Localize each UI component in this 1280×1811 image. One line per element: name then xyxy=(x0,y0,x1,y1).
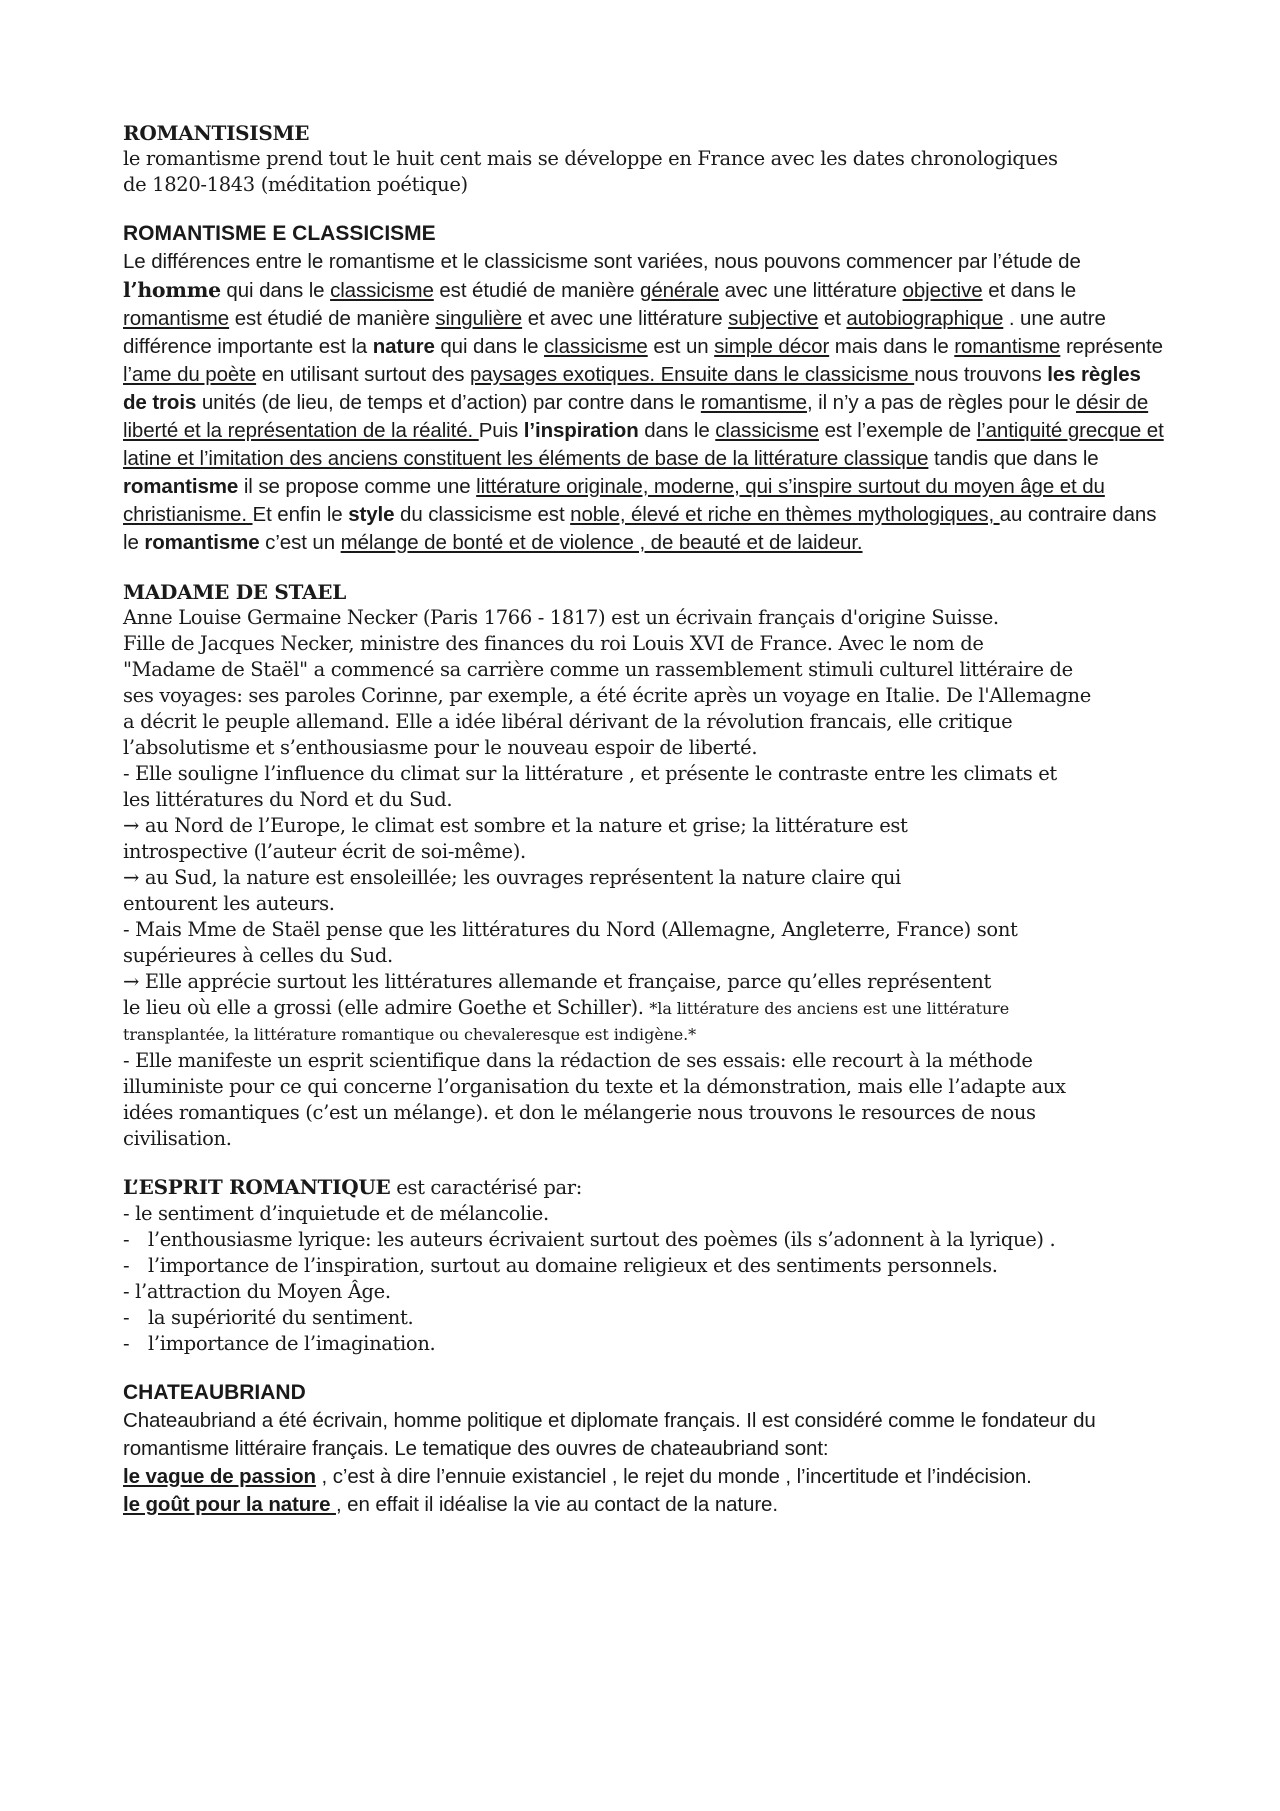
stael-text xyxy=(123,605,1168,1152)
chateaubriand-theme-1 xyxy=(123,1463,1168,1491)
underlined-term: subjective xyxy=(728,307,819,330)
list-item: - l’enthousiasme lyrique: les auteurs écrivaient surtout des poèmes (ils s’adonnent à la lyrique) . xyxy=(123,1227,1168,1253)
text-line: introspective (l’auteur écrit de soi-même). xyxy=(123,840,526,863)
text-run: avec une littérature xyxy=(719,279,903,302)
heading-madame-de-stael: MADAME DE STAEL xyxy=(123,580,346,604)
bold-term: l’homme xyxy=(123,278,221,302)
text-run: nous trouvons xyxy=(914,363,1048,386)
text-run: est étudié de manière xyxy=(433,279,641,302)
comparison-paragraph xyxy=(123,248,1168,557)
text-line: - Elle souligne l’influence du climat sur la littérature , et présente le contraste entre les climats et xyxy=(123,762,1057,785)
text-run: est étudié de manière xyxy=(229,307,436,330)
text-run: et xyxy=(818,307,847,330)
underlined-term: classicisme xyxy=(715,419,819,442)
text-line: illuministe pour ce qui concerne l’organisation du texte et la démonstration, mais elle l’adapte aux xyxy=(123,1075,1066,1098)
section-esprit-romantique xyxy=(123,1174,1168,1357)
underlined-term: romantisme xyxy=(954,335,1061,358)
underlined-term: singulière xyxy=(435,307,523,330)
underlined-term: classicisme xyxy=(330,279,434,302)
text-line: l’absolutisme et s’enthousiasme pour le nouveau espoir de liberté. xyxy=(123,736,758,759)
text-run: qui dans le xyxy=(220,279,331,302)
bold-term: style xyxy=(348,503,395,526)
text-run: Le différences entre le romantisme et le classicisme sont variées, nous pouvons commencer par l’étude de xyxy=(123,250,1081,273)
text-run: unités (de lieu, de temps et d’action) par contre dans le xyxy=(196,391,701,414)
text-line: → au Nord de l’Europe, le climat est sombre et la nature et grise; la littérature est xyxy=(123,814,908,837)
underlined-term: romantisme xyxy=(700,391,807,414)
text-line xyxy=(123,995,1168,1022)
underlined-term: romantisme xyxy=(123,307,230,330)
underlined-term: paysages exotiques. Ensuite dans le classicisme xyxy=(470,363,915,386)
text-line: ses voyages: ses paroles Corinne, par exemple, a été écrite après un voyage en Italie. De l'Allemagne xyxy=(123,684,1091,707)
text-run: représente xyxy=(1060,335,1163,358)
list-item: - l’importance de l’inspiration, surtout au domaine religieux et des sentiments personnels. xyxy=(123,1253,1168,1279)
esprit-intro xyxy=(123,1174,1168,1201)
text-run: du classicisme est xyxy=(394,503,571,526)
text-run: qui dans le xyxy=(434,335,545,358)
bold-term: romantisme xyxy=(123,475,239,498)
text-line: Fille de Jacques Necker, ministre des finances du roi Louis XVI de France. Avec le nom de xyxy=(123,632,984,655)
text-run: , il n’y a pas de règles pour le xyxy=(806,391,1076,414)
list-item: - le sentiment d’inquietude et de mélancolie. xyxy=(123,1202,549,1225)
text-run: mais dans le xyxy=(829,335,955,358)
text-run: , en effait il idéalise la vie au contact de la nature. xyxy=(335,1493,778,1516)
text-run: , c’est à dire l’ennuie existanciel , le rejet du monde , l’incertitude et l’indécision. xyxy=(315,1465,1032,1488)
text-run: il se propose comme une xyxy=(238,475,477,498)
heading-romantisisme: ROMANTISISME xyxy=(123,121,310,145)
underlined-term: l’antiquité grecque et latine et l’imitation des anciens constituent les éléments de base de la littérature classique xyxy=(123,419,1164,470)
text-line: supérieures à celles du Sud. xyxy=(123,944,393,967)
text-line: → au Sud, la nature est ensoleillée; les ouvrages représentent la nature claire qui xyxy=(123,866,901,889)
text-run: tandis que dans le xyxy=(928,447,1099,470)
section-madame-de-stael xyxy=(123,579,1168,1152)
romantisisme-text xyxy=(123,146,1168,198)
text-run: Puis xyxy=(478,419,524,442)
underlined-term: mélange de bonté et de violence , de beauté et de laideur. xyxy=(340,531,863,554)
text-run: et avec une littérature xyxy=(522,307,729,330)
chateaubriand-theme-2 xyxy=(123,1491,1168,1519)
bold-term: romantisme xyxy=(144,531,260,554)
text-line: civilisation. xyxy=(123,1127,232,1150)
text-line: les littératures du Nord et du Sud. xyxy=(123,788,453,811)
text-run: est caractérisé par: xyxy=(390,1176,582,1199)
section-romantisme-classicisme xyxy=(123,220,1168,557)
bold-term: l’inspiration xyxy=(523,419,639,442)
text-run: Et enfin le xyxy=(252,503,349,526)
document-page xyxy=(123,120,1168,1541)
bold-underlined-term: le vague de passion xyxy=(123,1465,316,1488)
underlined-term: objective xyxy=(902,279,983,302)
bold-term: nature xyxy=(372,335,435,358)
text-line: → Elle apprécie surtout les littératures allemande et française, parce qu’elles représentent xyxy=(123,970,992,993)
underlined-term: autobiographique xyxy=(846,307,1004,330)
list-item: - l’importance de l’imagination. xyxy=(123,1331,1168,1357)
underlined-term: noble, élevé et riche en thèmes mythologiques, xyxy=(570,503,1000,526)
text-run: . une autre différence importante est la xyxy=(123,307,1106,358)
text-run: c’est un xyxy=(259,531,341,554)
text-line: Anne Louise Germaine Necker (Paris 1766 - 1817) est un écrivain français d'origine Suisse. xyxy=(123,606,999,629)
list-item: - la supériorité du sentiment. xyxy=(123,1305,1168,1331)
chateaubriand-intro: Chateaubriand a été écrivain, homme politique et diplomate français. Il est considéré comme le fondateur du romantisme littéraire français. Le tematique des ouvres de chateaubriand sont: xyxy=(123,1409,1096,1460)
text-run: le lieu où elle a grossi (elle admire Goethe et Schiller). xyxy=(123,996,650,1019)
text-line: - Mais Mme de Staël pense que les littératures du Nord (Allemagne, Angleterre, France) sont xyxy=(123,918,1018,941)
underlined-term: générale xyxy=(640,279,720,302)
text-line: le romantisme prend tout le huit cent mais se développe en France avec les dates chronologiques xyxy=(123,147,1058,170)
underlined-term: désir de liberté et la représentation de la réalité. xyxy=(123,391,1149,442)
underlined-term: littérature originale, moderne, qui s’inspire surtout du moyen âge et du christianisme. xyxy=(123,475,1105,526)
footnote-text: *la littérature des anciens est une littérature xyxy=(649,999,1010,1018)
text-run: est un xyxy=(647,335,715,358)
heading-romantisme-classicisme: ROMANTISME E CLASSICISME xyxy=(123,222,436,245)
text-line: entourent les auteurs. xyxy=(123,892,335,915)
section-romantisisme xyxy=(123,120,1168,198)
esprit-list xyxy=(123,1201,1168,1357)
text-run: au contraire dans le xyxy=(123,503,1157,554)
text-line: idées romantiques (c’est un mélange). et don le mélangerie nous trouvons le resources de nous xyxy=(123,1101,1036,1124)
bold-term: les règles de trois xyxy=(123,363,1141,414)
text-run: en utilisant surtout des xyxy=(256,363,471,386)
text-line: a décrit le peuple allemand. Elle a idée libéral dérivant de la révolution francais, elle critique xyxy=(123,710,1013,733)
section-chateaubriand xyxy=(123,1379,1168,1519)
bold-underlined-term: le goût pour la nature xyxy=(123,1493,336,1516)
footnote-text: transplantée, la littérature romantique ou chevaleresque est indigène.* xyxy=(123,1025,697,1044)
underlined-term: simple décor xyxy=(714,335,830,358)
underlined-term: classicisme xyxy=(544,335,648,358)
text-run: est l’exemple de xyxy=(818,419,977,442)
text-line: "Madame de Staël" a commencé sa carrière comme un rassemblement stimuli culturel littéraire de xyxy=(123,658,1073,681)
list-item: - l’attraction du Moyen Âge. xyxy=(123,1280,391,1303)
heading-esprit-romantique: L’ESPRIT ROMANTIQUE xyxy=(123,1175,391,1199)
heading-chateaubriand: CHATEAUBRIAND xyxy=(123,1381,306,1404)
text-line: - Elle manifeste un esprit scientifique dans la rédaction de ses essais: elle recourt à la méthode xyxy=(123,1049,1033,1072)
text-line: de 1820-1843 (méditation poétique) xyxy=(123,173,468,196)
text-run: dans le xyxy=(638,419,716,442)
text-run: et dans le xyxy=(982,279,1077,302)
underlined-term: l’ame du poète xyxy=(123,363,257,386)
